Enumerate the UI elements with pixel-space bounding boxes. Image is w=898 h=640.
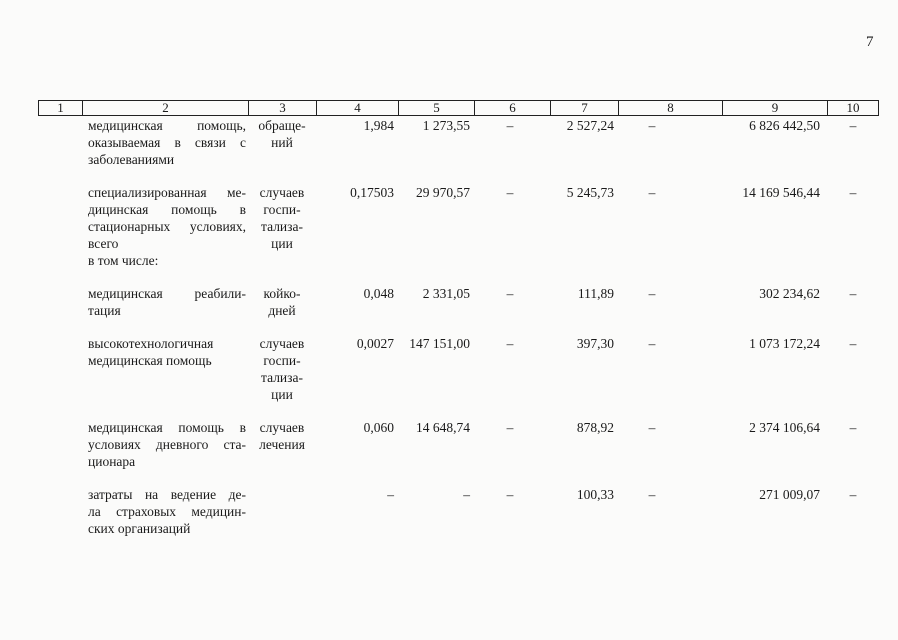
header-cell-10: 10	[827, 100, 879, 116]
row-name-line: медицинская помощь	[88, 353, 212, 368]
row-col6: –	[506, 286, 514, 301]
header-cell-7: 7	[550, 100, 619, 116]
row-col9: 302 234,62	[759, 286, 820, 301]
header-cell-5: 5	[398, 100, 475, 116]
row-name-line: ских организаций	[88, 521, 191, 536]
row-col7: 100,33	[576, 487, 614, 502]
row-unit-line: случаев	[259, 185, 305, 200]
row-col9: 6 826 442,50	[749, 118, 820, 133]
row-unit	[254, 335, 310, 403]
row-col8: –	[648, 420, 656, 435]
row-unit-line: обраще-	[258, 118, 306, 133]
row-col10: –	[849, 286, 857, 301]
row-unit-line: ний	[271, 135, 293, 150]
row-col7: 2 527,24	[566, 118, 614, 133]
row-unit-line: госпи-	[263, 353, 301, 368]
row-name-line: всего	[88, 236, 119, 251]
row-unit-line: дней	[268, 303, 296, 318]
row-name-line: заболеваниями	[88, 152, 175, 167]
row-col9: 14 169 546,44	[742, 185, 820, 200]
row-unit	[254, 184, 310, 252]
row-col9: 271 009,07	[759, 487, 820, 502]
header-cell-4: 4	[316, 100, 399, 116]
row-unit-line: тализа-	[261, 370, 303, 385]
row-col5: –	[463, 487, 470, 502]
row-col10: –	[849, 118, 857, 133]
row-name-line: тация	[88, 303, 121, 318]
row-col5: 29 970,57	[416, 185, 470, 200]
row-col5: 1 273,55	[422, 118, 470, 133]
row-col10: –	[849, 420, 857, 435]
row-name-line: медицинская помощь,	[88, 118, 246, 133]
row-col6: –	[506, 118, 514, 133]
row-col4: –	[387, 487, 394, 502]
row-col8: –	[648, 336, 656, 351]
page-number: 7	[866, 34, 874, 50]
header-cell-6: 6	[474, 100, 551, 116]
row-unit-line: тализа-	[261, 219, 303, 234]
row-name-line: условиях дневного ста-	[88, 437, 246, 452]
row-unit	[254, 285, 310, 319]
row-name-line: в том числе:	[88, 253, 159, 268]
row-name-line: стационарных условиях,	[88, 219, 246, 234]
row-col8: –	[648, 286, 656, 301]
row-unit	[254, 117, 310, 151]
row-col10: –	[849, 487, 857, 502]
row-unit-line: койко-	[263, 286, 301, 301]
row-col6: –	[506, 185, 514, 200]
row-unit-line: госпи-	[263, 202, 301, 217]
row-name	[88, 117, 246, 168]
row-name	[88, 419, 246, 470]
row-unit-line: лечения	[259, 437, 305, 452]
row-col7: 5 245,73	[566, 185, 614, 200]
row-col8: –	[648, 118, 656, 133]
row-name-line: медицинская помощь в	[88, 420, 246, 435]
row-col9: 1 073 172,24	[749, 336, 820, 351]
row-col6: –	[506, 487, 514, 502]
row-name-line: медицинская реабили-	[88, 286, 246, 301]
header-cell-1: 1	[38, 100, 83, 116]
row-name-line: специализированная ме-	[88, 185, 246, 200]
row-col7: 397,30	[576, 336, 614, 351]
row-name	[88, 335, 246, 369]
row-col7: 111,89	[577, 286, 614, 301]
row-name	[88, 184, 246, 269]
row-col10: –	[849, 336, 857, 351]
row-col4: 0,060	[363, 420, 394, 435]
row-col6: –	[506, 336, 514, 351]
row-col5: 2 331,05	[422, 286, 470, 301]
row-name-line: высокотехнологичная	[88, 336, 214, 351]
header-cell-2: 2	[82, 100, 249, 116]
header-cell-8: 8	[618, 100, 723, 116]
row-unit-line: ции	[271, 236, 293, 251]
row-col8: –	[648, 487, 656, 502]
row-col7: 878,92	[576, 420, 614, 435]
row-name-line: ла страховых медицин-	[88, 504, 246, 519]
row-col6: –	[506, 420, 514, 435]
row-col4: 1,984	[363, 118, 394, 133]
row-name	[88, 486, 246, 537]
row-unit-line: случаев	[259, 336, 305, 351]
row-name-line: затраты на ведение де-	[88, 487, 246, 502]
row-name-line: ционара	[88, 454, 136, 469]
row-col9: 2 374 106,64	[749, 420, 820, 435]
row-col4: 0,0027	[356, 336, 394, 351]
row-col4: 0,17503	[350, 185, 394, 200]
header-cell-9: 9	[722, 100, 828, 116]
row-name-line: оказываемая в связи с	[88, 135, 246, 150]
row-unit-line: ции	[271, 387, 293, 402]
row-name	[88, 285, 246, 319]
row-col10: –	[849, 185, 857, 200]
row-unit	[254, 419, 310, 453]
row-col8: –	[648, 185, 656, 200]
row-col4: 0,048	[363, 286, 394, 301]
header-cell-3: 3	[248, 100, 317, 116]
row-name-line: дицинская помощь в	[88, 202, 246, 217]
row-unit-line: случаев	[259, 420, 305, 435]
row-col5: 147 151,00	[409, 336, 470, 351]
row-col5: 14 648,74	[416, 420, 470, 435]
